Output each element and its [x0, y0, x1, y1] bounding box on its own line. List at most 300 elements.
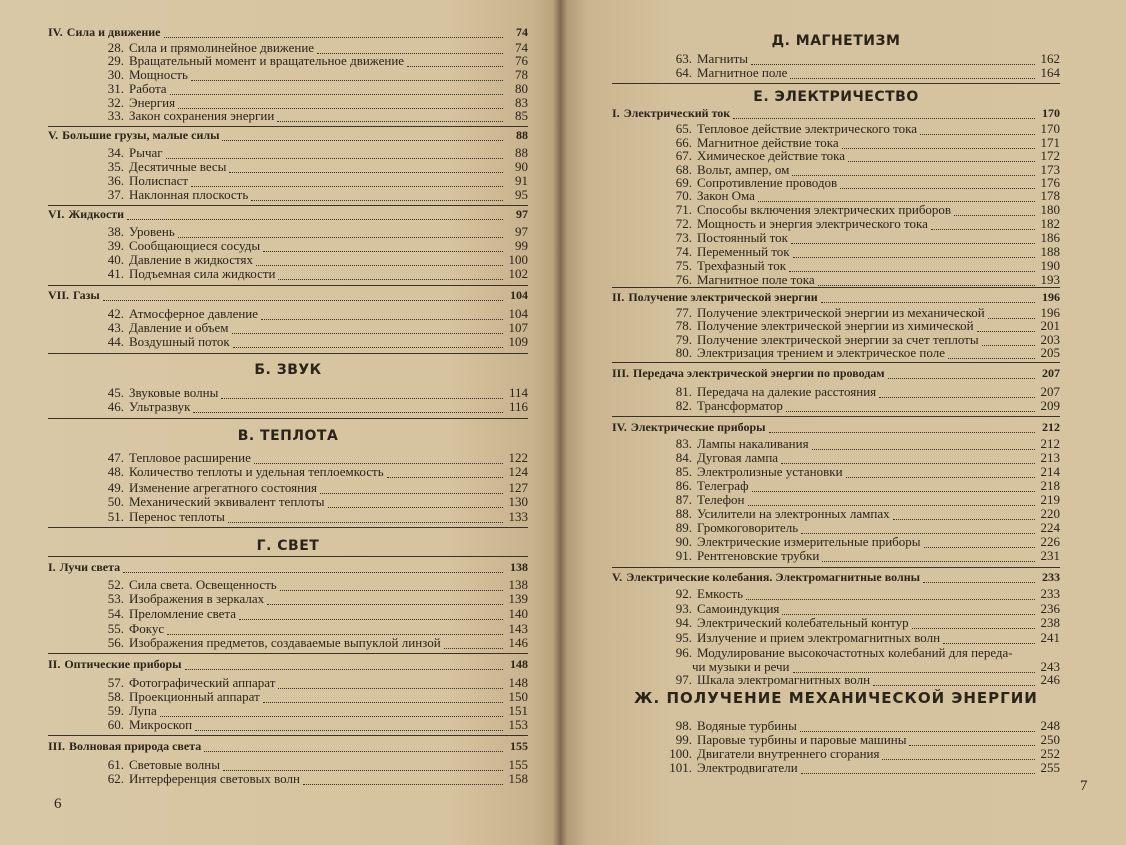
entry-page-number: 114	[508, 385, 528, 400]
toc-entry	[612, 672, 1060, 688]
entry-number: 80.	[675, 345, 692, 360]
section-divider	[48, 735, 528, 736]
section-divider	[612, 362, 1060, 363]
entry-title: Трансформатор	[697, 398, 783, 413]
entry-title: Электризация трением и электрическое поле	[697, 345, 945, 360]
entry-number: 98.	[675, 718, 692, 733]
dot-leader	[204, 741, 503, 752]
entry-number: VI.	[48, 207, 65, 221]
toc-chapter-entry	[612, 419, 1060, 435]
entry-number: 76.	[675, 272, 692, 287]
section-heading: Ж. ПОЛУЧЕНИЕ МЕХАНИЧЕСКОЙ ЭНЕРГИИ	[634, 689, 1038, 707]
section-heading: Д. МАГНЕТИЗМ	[771, 33, 901, 49]
entry-page-number: 158	[508, 771, 528, 786]
entry-page-number: 127	[508, 480, 528, 495]
entry-number: 91.	[675, 548, 692, 563]
left-page-number: 6	[54, 796, 62, 812]
entry-title: Подъемная сила жидкости	[129, 266, 276, 281]
dot-leader	[842, 138, 1035, 149]
toc-entry	[48, 771, 528, 787]
entry-title: Электрические измерительные приборы	[697, 534, 921, 549]
dot-leader	[812, 439, 1035, 450]
dot-leader	[221, 388, 503, 399]
dot-leader	[444, 638, 503, 649]
entry-number: 84.	[675, 450, 692, 465]
entry-page-number: 214	[1040, 464, 1060, 479]
entry-title: Магниты	[697, 51, 748, 66]
entry-number: 96.	[675, 645, 692, 660]
toc-entry	[48, 464, 528, 480]
toc-chapter-entry	[48, 287, 528, 303]
dot-leader	[166, 148, 503, 159]
dot-leader	[846, 467, 1035, 478]
dot-leader	[893, 509, 1035, 520]
entry-number: 94.	[675, 615, 692, 630]
entry-number: 73.	[675, 230, 692, 245]
dot-leader	[178, 227, 503, 238]
entry-title: Закон сохранения энергии	[129, 108, 275, 123]
entry-page-number: 146	[508, 635, 528, 650]
dot-leader	[769, 422, 1036, 433]
toc-chapter-entry	[48, 559, 528, 575]
dot-leader	[848, 151, 1035, 162]
entry-title: Уровень	[129, 224, 175, 239]
dot-leader	[263, 241, 503, 252]
entry-page-number: 100	[508, 252, 528, 267]
entry-page-number: 186	[1040, 230, 1060, 245]
entry-title: Получение электрической энергии за счет теплоты	[697, 332, 979, 347]
entry-page-number: 104	[508, 306, 528, 321]
dot-leader	[748, 495, 1035, 506]
dot-leader	[781, 453, 1035, 464]
entry-title: Воздушный поток	[129, 334, 230, 349]
left-page	[0, 0, 560, 845]
entry-number: 74.	[675, 244, 692, 259]
dot-leader	[263, 692, 503, 703]
entry-page-number: 107	[508, 320, 528, 335]
dot-leader	[786, 401, 1035, 412]
toc-entry	[612, 760, 1060, 776]
toc-entry	[612, 345, 1060, 361]
dot-leader	[758, 191, 1035, 202]
entry-title: Электролизные установки	[697, 464, 843, 479]
toc-chapter-entry	[48, 127, 528, 143]
entry-number: 37.	[107, 187, 124, 202]
entry-title: Сообщающиеся сосуды	[129, 238, 261, 253]
entry-number: 41.	[107, 266, 124, 281]
entry-title: Рентгеновские трубки	[697, 548, 820, 563]
section-divider	[48, 556, 528, 557]
entry-page-number: 153	[508, 717, 528, 732]
entry-title: Изображения предметов, создаваемые выпуклой линзой	[129, 635, 441, 650]
entry-title: Вольт, ампер, ом	[697, 162, 790, 177]
entry-page-number: 220	[1040, 506, 1060, 521]
entry-title: Получение электрической энергии из механической	[697, 305, 985, 320]
entry-title: Волновая природа света	[69, 739, 202, 753]
dot-leader	[223, 760, 503, 771]
section-heading: Б. ЗВУК	[254, 362, 322, 378]
dot-leader	[954, 205, 1035, 216]
entry-number: 44.	[107, 334, 124, 349]
entry-page-number: 201	[1040, 318, 1060, 333]
entry-title: Телефон	[697, 492, 745, 507]
entry-page-number: 139	[508, 591, 528, 606]
entry-page-number: 246	[1040, 672, 1060, 687]
entry-page-number: 138	[508, 577, 528, 592]
entry-page-number: 138	[510, 560, 528, 574]
dot-leader	[185, 659, 503, 670]
entry-title: Передача на далекие расстояния	[697, 384, 877, 399]
entry-number: 90.	[675, 534, 692, 549]
dot-leader	[251, 190, 503, 201]
entry-title: Фокус	[129, 621, 165, 636]
dot-leader	[818, 275, 1035, 286]
entry-title: Наклонная плоскость	[129, 187, 249, 202]
entry-number: 69.	[675, 175, 692, 190]
toc-entry	[612, 548, 1060, 564]
toc-entry	[48, 399, 528, 415]
entry-page-number: 243	[1040, 659, 1060, 674]
dot-leader	[821, 292, 1035, 303]
entry-title: Жидкости	[68, 207, 125, 221]
entry-number: 89.	[675, 520, 692, 535]
entry-number: 95.	[675, 630, 692, 645]
entry-page-number: 155	[510, 739, 528, 753]
entry-title: Шкала электромагнитных волн	[697, 672, 871, 687]
entry-title: Звуковые волны	[129, 385, 219, 400]
entry-page-number: 171	[1040, 135, 1060, 150]
dot-leader	[792, 165, 1035, 176]
entry-page-number: 155	[508, 757, 528, 772]
entry-title: Сила и прямолинейное движение	[129, 40, 315, 55]
entry-number: 97.	[675, 672, 692, 687]
dot-leader	[793, 662, 1035, 673]
entry-page-number: 74	[515, 40, 528, 55]
dot-leader	[733, 108, 1035, 119]
dot-leader	[267, 594, 503, 605]
dot-leader	[801, 523, 1035, 534]
entry-page-number: 122	[508, 450, 528, 465]
dot-leader	[790, 68, 1035, 79]
section-divider	[612, 287, 1060, 288]
dot-leader	[191, 176, 503, 187]
entry-number: V.	[612, 570, 623, 584]
entry-title: Излучение и прием электромагнитных волн	[697, 630, 941, 645]
entry-page-number: 162	[1040, 51, 1060, 66]
dot-leader	[193, 402, 503, 413]
entry-page-number: 109	[508, 334, 528, 349]
entry-number: 66.	[675, 135, 692, 150]
entry-page-number: 241	[1040, 630, 1060, 645]
entry-number: 57.	[107, 675, 124, 690]
entry-page-number: 252	[1040, 746, 1060, 761]
entry-page-number: 212	[1040, 436, 1060, 451]
entry-number: 85.	[675, 464, 692, 479]
entry-number: 33.	[107, 108, 124, 123]
entry-title: Магнитное действие тока	[697, 135, 839, 150]
entry-page-number: 176	[1040, 175, 1060, 190]
entry-title: Энергия	[129, 95, 176, 110]
entry-page-number: 143	[508, 621, 528, 636]
entry-page-number: 91	[515, 173, 528, 188]
entry-page-number: 190	[1040, 258, 1060, 273]
entry-page-number: 97	[515, 224, 528, 239]
dot-leader	[879, 387, 1035, 398]
entry-number: 29.	[107, 53, 124, 68]
toc-chapter-entry	[612, 365, 1060, 381]
entry-page-number: 88	[515, 145, 528, 160]
entry-number: 56.	[107, 635, 124, 650]
entry-number: 71.	[675, 202, 692, 217]
entry-page-number: 224	[1040, 520, 1060, 535]
entry-page-number: 102	[508, 266, 528, 281]
entry-page-number: 226	[1040, 534, 1060, 549]
dot-leader	[303, 774, 503, 785]
dot-leader	[164, 27, 503, 38]
entry-title: Давление и объем	[129, 320, 229, 335]
entry-title: Лучи света	[59, 560, 121, 574]
entry-number: 75.	[675, 258, 692, 273]
entry-number: II.	[612, 290, 625, 304]
entry-number: 88.	[675, 506, 692, 521]
entry-page-number: 151	[508, 703, 528, 718]
dot-leader	[789, 261, 1035, 272]
entry-title: Емкость	[697, 586, 744, 601]
entry-page-number: 88	[516, 128, 528, 142]
section-divider	[612, 416, 1060, 417]
toc-chapter-entry	[612, 569, 1060, 585]
entry-title: Перенос теплоты	[129, 509, 225, 524]
entry-title: Десятичные весы	[129, 159, 227, 174]
entry-number: 60.	[107, 717, 124, 732]
entry-number: 83.	[675, 436, 692, 451]
section-divider	[48, 418, 528, 419]
entry-number: 81.	[675, 384, 692, 399]
entry-number: 59.	[107, 703, 124, 718]
entry-number: 100.	[669, 746, 692, 761]
entry-number: 39.	[107, 238, 124, 253]
entry-number: 82.	[675, 398, 692, 413]
entry-title: Оптические приборы	[64, 657, 182, 671]
entry-page-number: 207	[1042, 366, 1060, 380]
entry-page-number: 236	[1040, 601, 1060, 616]
entry-title: Полиспаст	[129, 173, 189, 188]
entry-number: 93.	[675, 601, 692, 616]
entry-number: 92.	[675, 586, 692, 601]
entry-number: 53.	[107, 591, 124, 606]
entry-title: Водяные турбины	[697, 718, 797, 733]
entry-page-number: 170	[1040, 121, 1060, 136]
toc-entry	[612, 586, 1060, 602]
entry-number: 52.	[107, 577, 124, 592]
dot-leader	[882, 749, 1035, 760]
dot-leader	[752, 481, 1036, 492]
entry-title: Ультразвук	[129, 399, 191, 414]
toc-chapter-entry	[612, 289, 1060, 305]
toc-entry	[612, 630, 1060, 646]
entry-number: II.	[48, 657, 61, 671]
dot-leader	[912, 618, 1035, 629]
entry-title: Двигатели внутреннего сгорания	[697, 746, 880, 761]
dot-leader	[924, 537, 1035, 548]
dot-leader	[239, 609, 503, 620]
dot-leader	[977, 321, 1035, 332]
entry-number: 77.	[675, 305, 692, 320]
entry-page-number: 255	[1040, 760, 1060, 775]
dot-leader	[888, 368, 1035, 379]
dot-leader	[328, 497, 503, 508]
entry-number: 38.	[107, 224, 124, 239]
entry-page-number: 205	[1040, 345, 1060, 360]
dot-leader	[127, 209, 503, 220]
right-page	[560, 0, 1126, 845]
entry-number: I.	[48, 560, 56, 574]
entry-number: 34.	[107, 145, 124, 160]
entry-page-number: 90	[515, 159, 528, 174]
entry-page-number: 164	[1040, 65, 1060, 80]
entry-number: 70.	[675, 188, 692, 203]
entry-title: Проекционный аппарат	[129, 689, 260, 704]
section-divider	[48, 285, 528, 286]
toc-chapter-entry	[48, 24, 528, 40]
toc-entry	[612, 398, 1060, 414]
entry-title: Магнитное поле	[697, 65, 788, 80]
dot-leader	[801, 763, 1035, 774]
dot-leader	[320, 483, 503, 494]
entry-page-number: 180	[1040, 202, 1060, 217]
entry-title: Электрические приборы	[630, 420, 766, 434]
dot-leader	[170, 84, 503, 95]
section-divider	[48, 653, 528, 654]
entry-page-number: 133	[508, 509, 528, 524]
entry-page-number: 148	[510, 657, 528, 671]
entry-number: 43.	[107, 320, 124, 335]
dot-leader	[931, 219, 1035, 230]
entry-page-number: 188	[1040, 244, 1060, 259]
dot-leader	[277, 111, 503, 122]
dot-leader	[988, 308, 1035, 319]
section-heading: В. ТЕПЛОТА	[237, 428, 339, 444]
entry-title: Электрический колебательный контур	[697, 615, 909, 630]
entry-number: 62.	[107, 771, 124, 786]
right-page-number: 7	[1080, 778, 1088, 794]
dot-leader	[233, 337, 503, 348]
toc-entry	[612, 65, 1060, 81]
dot-leader	[943, 633, 1035, 644]
toc-entry	[48, 187, 528, 203]
entry-page-number: 95	[515, 187, 528, 202]
entry-number: 51.	[107, 509, 124, 524]
entry-number: 99.	[675, 732, 692, 747]
entry-title: Постоянный ток	[697, 230, 788, 245]
entry-page-number: 203	[1040, 332, 1060, 347]
section-divider	[612, 83, 1060, 84]
entry-number: 50.	[107, 494, 124, 509]
entry-page-number: 172	[1040, 148, 1060, 163]
entry-number: 31.	[107, 81, 124, 96]
toc-chapter-entry	[48, 206, 528, 222]
entry-number: 54.	[107, 606, 124, 621]
entry-title: Химическое действие тока	[697, 148, 846, 163]
entry-title: Мощность	[129, 67, 188, 82]
entry-number: 63.	[675, 51, 692, 66]
entry-number: 68.	[675, 162, 692, 177]
toc-chapter-entry	[612, 105, 1060, 121]
dot-leader	[261, 309, 503, 320]
entry-page-number: 219	[1040, 492, 1060, 507]
dot-leader	[278, 678, 503, 689]
entry-page-number: 248	[1040, 718, 1060, 733]
entry-page-number: 124	[508, 464, 528, 479]
entry-title: Трехфазный ток	[697, 258, 787, 273]
entry-title: Закон Ома	[697, 188, 755, 203]
toc-entry	[48, 108, 528, 124]
dot-leader	[840, 178, 1035, 189]
entry-number: IV.	[48, 25, 63, 39]
entry-title: Дуговая лампа	[697, 450, 779, 465]
entry-number: 49.	[107, 480, 124, 495]
entry-number: VII.	[48, 288, 70, 302]
dot-leader	[982, 335, 1035, 346]
entry-title: Получение электрической энергии	[628, 290, 818, 304]
entry-page-number: 207	[1040, 384, 1060, 399]
dot-leader	[222, 130, 503, 141]
entry-number: V.	[48, 128, 59, 142]
entry-title: Атмосферное давление	[129, 306, 259, 321]
entry-page-number: 80	[515, 81, 528, 96]
entry-title: Вращательный момент и вращательное движение	[129, 53, 405, 68]
entry-title: Телеграф	[697, 478, 749, 493]
entry-title: Сила света. Освещенность	[129, 577, 277, 592]
dot-leader	[920, 124, 1035, 135]
entry-number: III.	[48, 739, 66, 753]
entry-page-number: 213	[1040, 450, 1060, 465]
entry-title: Магнитное поле тока	[697, 272, 815, 287]
entry-page-number: 238	[1040, 615, 1060, 630]
entry-title: Рычаг	[129, 145, 163, 160]
entry-page-number: 170	[1042, 106, 1060, 120]
section-divider	[48, 527, 528, 528]
entry-page-number: 140	[508, 606, 528, 621]
entry-page-number: 116	[508, 399, 528, 414]
entry-title: Паровые турбины и паровые машины	[697, 732, 907, 747]
entry-page-number: 193	[1040, 272, 1060, 287]
entry-title: Большие грузы, малые силы	[62, 128, 220, 142]
entry-title: Изменение агрегатного состояния	[129, 480, 318, 495]
entry-title: Преломление света	[129, 606, 237, 621]
entry-number: 61.	[107, 757, 124, 772]
entry-page-number: 182	[1040, 216, 1060, 231]
entry-number: 30.	[107, 67, 124, 82]
section-divider	[612, 567, 1060, 568]
section-heading: Е. ЭЛЕКТРИЧЕСТВО	[753, 89, 919, 105]
dot-leader	[909, 735, 1035, 746]
dot-leader	[793, 247, 1035, 258]
entry-number: 32.	[107, 95, 124, 110]
entry-title: Работа	[129, 81, 167, 96]
entry-number: 55.	[107, 621, 124, 636]
dot-leader	[407, 56, 503, 67]
toc-entry	[48, 591, 528, 607]
toc-entry	[48, 606, 528, 622]
entry-page-number: 250	[1040, 732, 1060, 747]
entry-number: 28.	[107, 40, 124, 55]
dot-leader	[256, 255, 503, 266]
dot-leader	[232, 323, 503, 334]
dot-leader	[800, 721, 1035, 732]
dot-leader	[751, 54, 1035, 65]
toc-entry	[48, 334, 528, 350]
